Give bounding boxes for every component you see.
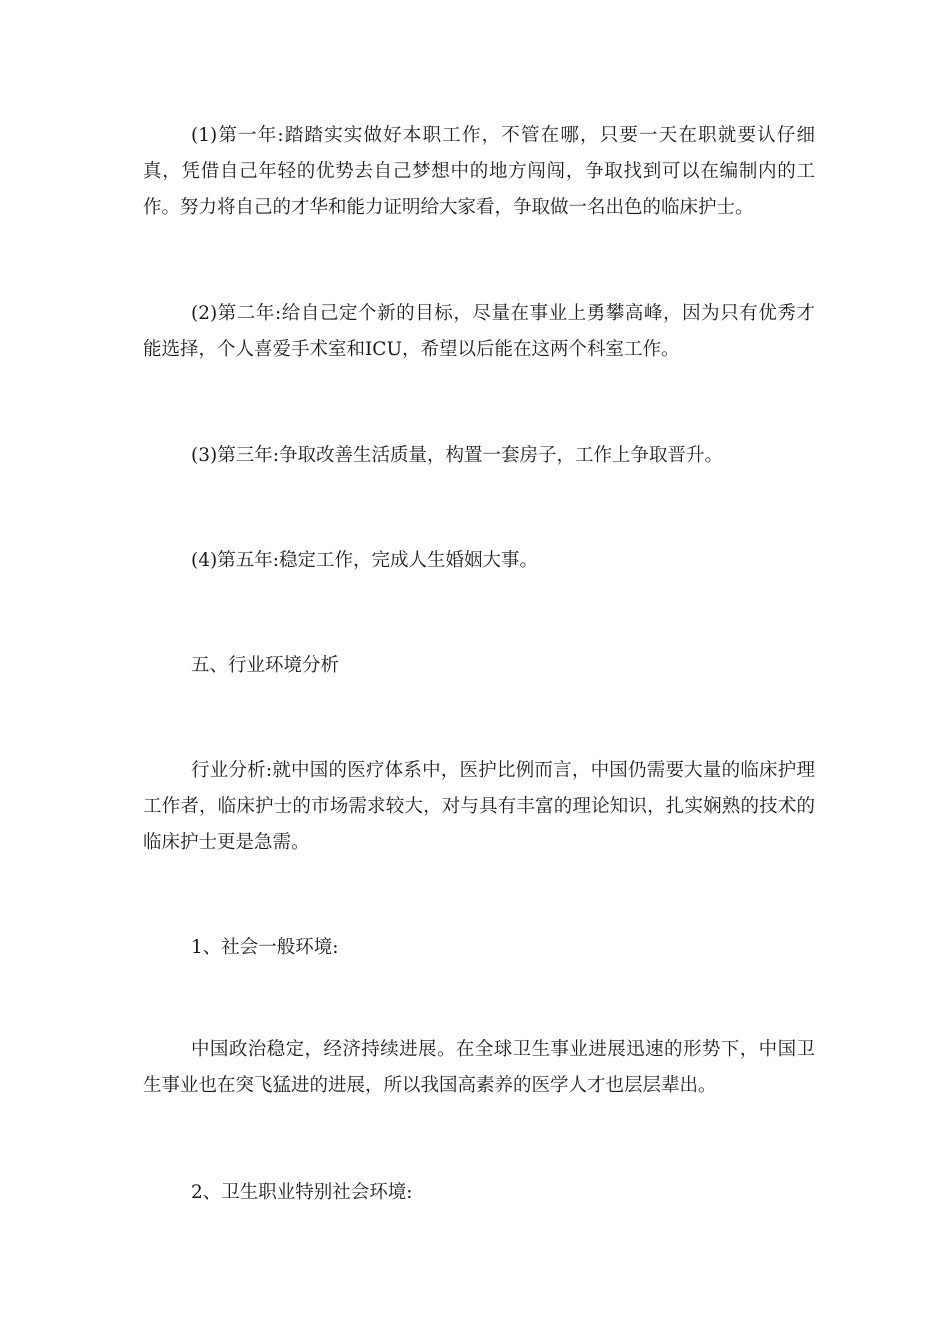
industry-analysis-paragraph: 行业分析:就中国的医疗体系中，医护比例而言，中国仍需要大量的临床护理工作者，临床护士的市场需求较大，对与具有丰富的理论知识，扎实娴熟的技术的临床护士更是急需。 <box>143 760 815 853</box>
section-heading-industry-analysis: 五、行业环境分析 <box>191 655 340 676</box>
subheading-health-profession-environment: 2、卫生职业特别社会环境: <box>191 1182 413 1203</box>
plan-year-2-paragraph: (2)第二年:给自己定个新的目标，尽量在事业上勇攀高峰，因为只有优秀才能选择，个人喜爱手术室和ICU，希望以后能在这两个科室工作。 <box>143 303 815 360</box>
plan-year-1-paragraph: (1)第一年:踏踏实实做好本职工作，不管在哪，只要一天在职就要认仔细真，凭借自己年轻的优势去自己梦想中的地方闯闯，争取找到可以在编制内的工作。努力将自己的才华和能力证明给大家看，争取做一名出色的临床护士。 <box>143 125 815 218</box>
general-environment-paragraph: 中国政治稳定，经济持续进展。在全球卫生事业进展迅速的形势下，中国卫生事业也在突飞猛进的进展，所以我国高素养的医学人才也层层辈出。 <box>143 1039 815 1096</box>
subheading-general-environment: 1、社会一般环境: <box>191 937 339 958</box>
plan-year-3-paragraph: (3)第三年:争取改善生活质量，构置一套房子，工作上争取晋升。 <box>191 445 723 466</box>
plan-year-5-paragraph: (4)第五年:稳定工作，完成人生婚姻大事。 <box>191 550 538 571</box>
